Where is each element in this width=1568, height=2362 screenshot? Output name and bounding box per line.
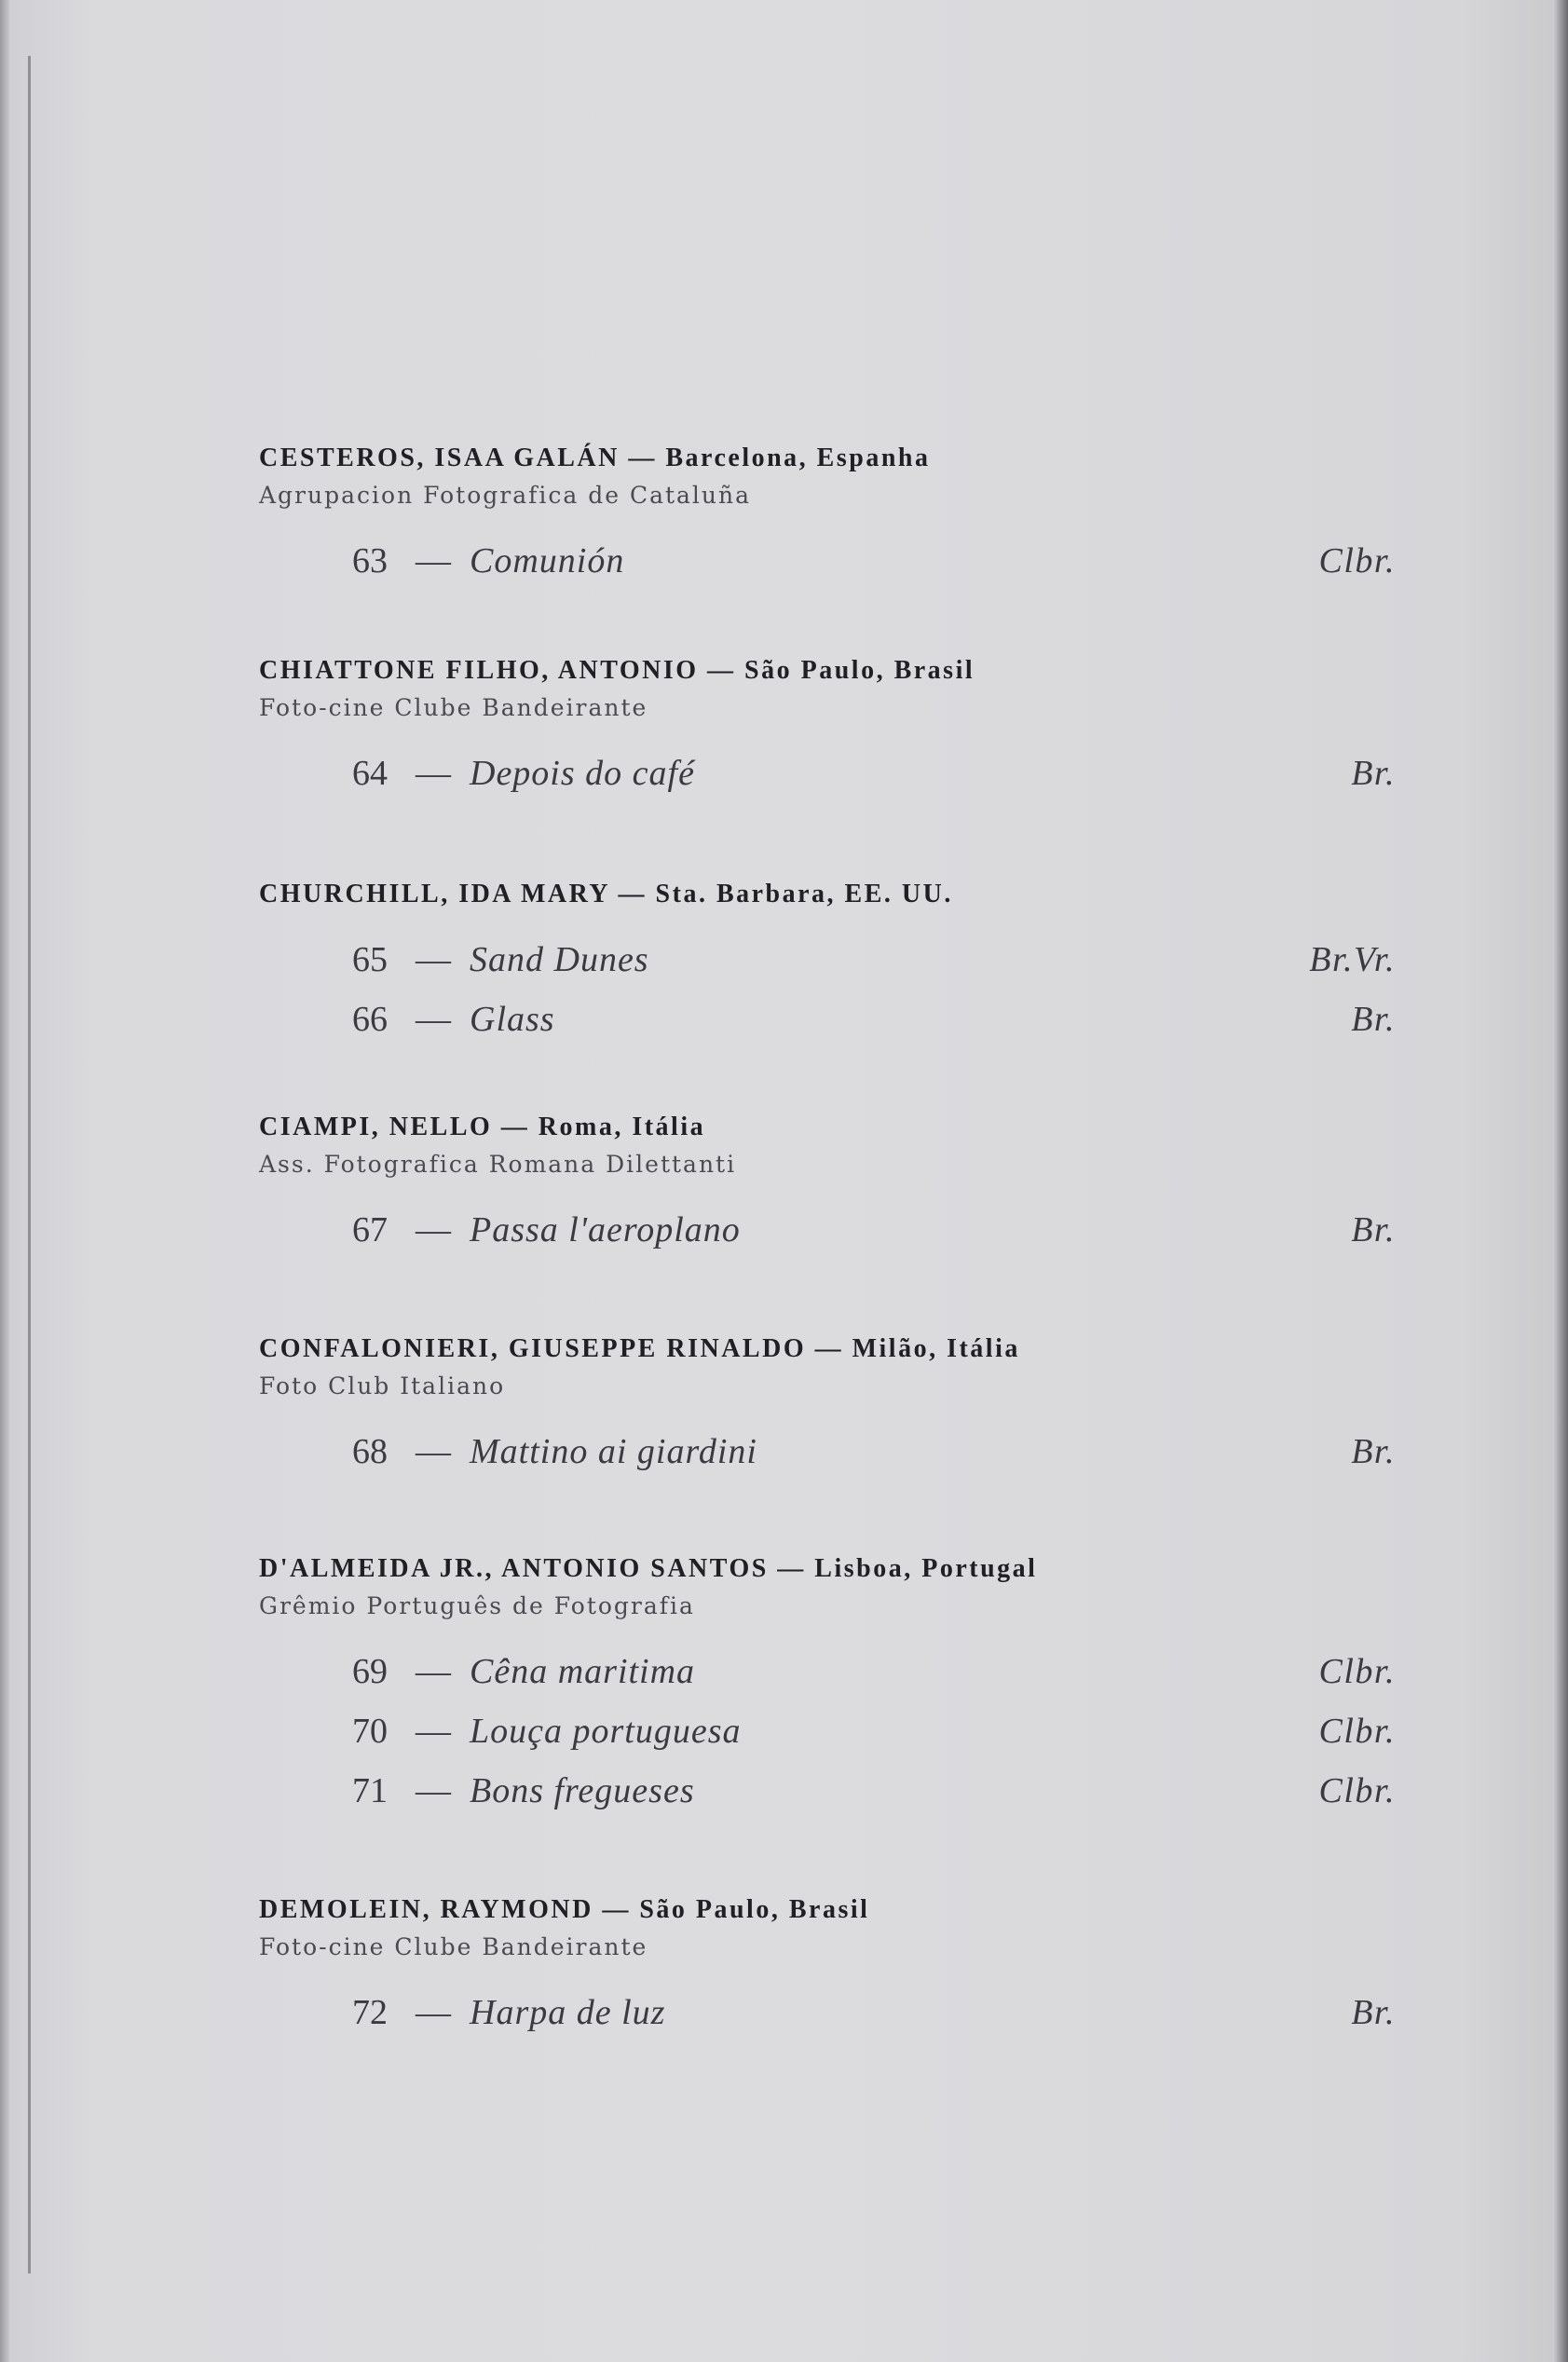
- work-title: Depois do café: [470, 754, 695, 793]
- entry-work: [259, 1983, 1396, 2042]
- entry-club: Foto-cine Clube Bandeirante: [259, 1933, 648, 1960]
- work-number: 63: [352, 541, 388, 580]
- work-title: Sand Dunes: [470, 940, 649, 979]
- work-dash: —: [416, 1712, 451, 1751]
- entry-club: Ass. Fotografica Romana Dilettanti: [259, 1151, 737, 1178]
- work-technique: Br.: [1351, 1000, 1396, 1039]
- work-technique: Br.Vr.: [1309, 940, 1396, 979]
- work-technique: Br.: [1351, 754, 1396, 793]
- entry-author: D'ALMEIDA JR., ANTONIO SANTOS — Lisboa, Portugal: [259, 1554, 1038, 1583]
- work-dash: —: [416, 1210, 451, 1249]
- work-dash: —: [416, 754, 451, 793]
- work-title: Bons fregueses: [470, 1771, 695, 1810]
- entry-author: CHIATTONE FILHO, ANTONIO — São Paulo, Brasil: [259, 656, 975, 685]
- work-title: Mattino ai giardini: [470, 1432, 757, 1471]
- work-technique: Clbr.: [1318, 1712, 1396, 1751]
- work-technique: Br.: [1351, 1432, 1396, 1471]
- catalog-entry: [259, 1550, 1396, 1821]
- work-title: Comunión: [470, 541, 625, 580]
- entry-author: CONFALONIERI, GIUSEPPE RINALDO — Milão, Itália: [259, 1334, 1020, 1363]
- entry-work: [259, 1422, 1396, 1481]
- entry-author: CESTEROS, ISAA GALÁN — Barcelona, Espanha: [259, 444, 931, 472]
- entry-work: [259, 1642, 1396, 1701]
- entry-work: [259, 744, 1396, 803]
- work-number: 67: [352, 1210, 388, 1249]
- work-technique: Clbr.: [1318, 541, 1396, 580]
- page-binding-edge: [0, 0, 9, 2362]
- work-technique: Br.: [1351, 1210, 1396, 1249]
- entry-club: Foto-cine Clube Bandeirante: [259, 694, 648, 721]
- entry-work: [259, 531, 1396, 591]
- catalog-entry: [259, 876, 1396, 1049]
- work-dash: —: [416, 1652, 451, 1691]
- work-title: Passa l'aeroplano: [470, 1210, 741, 1249]
- work-title: Cêna maritima: [470, 1652, 696, 1691]
- work-dash: —: [416, 541, 451, 580]
- work-technique: Clbr.: [1318, 1771, 1396, 1810]
- work-number: 70: [352, 1712, 388, 1751]
- work-title: Harpa de luz: [470, 1993, 666, 2032]
- work-dash: —: [416, 940, 451, 979]
- work-dash: —: [416, 1771, 451, 1810]
- margin-rule: [28, 56, 31, 2273]
- catalog-entry: [259, 652, 1396, 803]
- entry-work: [259, 1200, 1396, 1260]
- entry-club: Foto Club Italiano: [259, 1372, 506, 1399]
- entry-club: Agrupacion Fotografica de Cataluña: [259, 482, 752, 509]
- work-technique: Clbr.: [1318, 1652, 1396, 1691]
- work-dash: —: [416, 1432, 451, 1471]
- work-title: Louça portuguesa: [470, 1712, 742, 1751]
- work-number: 68: [352, 1432, 388, 1471]
- entry-work: [259, 1761, 1396, 1821]
- work-number: 72: [352, 1993, 388, 2032]
- work-technique: Br.: [1351, 1993, 1396, 2032]
- entry-work: [259, 930, 1396, 990]
- work-number: 64: [352, 754, 388, 793]
- entry-club: Grêmio Português de Fotografia: [259, 1592, 695, 1619]
- catalog-entry: [259, 440, 1396, 591]
- page-right-edge: [1553, 0, 1568, 2362]
- work-number: 65: [352, 940, 388, 979]
- entry-author: CIAMPI, NELLO — Roma, Itália: [259, 1113, 706, 1141]
- catalog-entry: [259, 1109, 1396, 1260]
- work-dash: —: [416, 1993, 451, 2032]
- entry-work: [259, 990, 1396, 1049]
- work-number: 69: [352, 1652, 388, 1691]
- work-dash: —: [416, 1000, 451, 1039]
- entry-author: CHURCHILL, IDA MARY — Sta. Barbara, EE. UU.: [259, 880, 953, 908]
- entry-work: [259, 1701, 1396, 1761]
- work-title: Glass: [470, 1000, 555, 1039]
- catalog-entry: [259, 1891, 1396, 2042]
- work-number: 71: [352, 1771, 388, 1810]
- entry-author: DEMOLEIN, RAYMOND — São Paulo, Brasil: [259, 1895, 870, 1924]
- work-number: 66: [352, 1000, 388, 1039]
- catalog-entry: [259, 1331, 1396, 1481]
